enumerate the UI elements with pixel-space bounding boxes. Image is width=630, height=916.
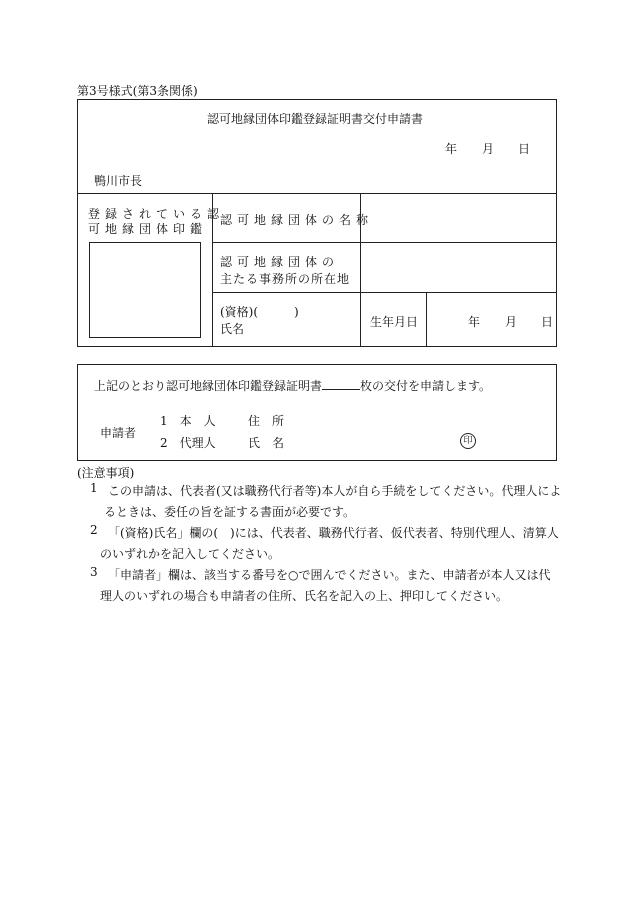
birth-year-label: 年 bbox=[468, 315, 481, 329]
seal-label-line1: 登録されている認 bbox=[88, 207, 225, 221]
seal-mark-icon: 印 bbox=[460, 433, 476, 449]
addressee: 鴨川市長 bbox=[94, 174, 143, 188]
qualification-field[interactable]: (資格)( ) bbox=[220, 305, 299, 319]
office-label-line2: 主たる事務所の所在地 bbox=[220, 272, 351, 286]
applicant-label: 申請者 bbox=[100, 426, 137, 440]
applicant-address-label: 住 所 bbox=[248, 414, 285, 428]
seal-impression-box[interactable] bbox=[89, 242, 201, 338]
note-2-number: 2 bbox=[90, 523, 98, 537]
applicant-option-agent[interactable]: 2 代理人 bbox=[160, 436, 216, 450]
note-1-number: 1 bbox=[90, 481, 98, 495]
org-name-field[interactable] bbox=[362, 195, 556, 241]
office-address-field[interactable] bbox=[362, 244, 556, 291]
note-3-number: 3 bbox=[90, 565, 98, 579]
seal-label-line2: 可地縁団体印鑑 bbox=[88, 222, 208, 236]
grid-divider-top bbox=[77, 193, 557, 194]
note-1-text: この申請は、代表者(又は職務代行者等)本人が自ら手続をしてください。代理人によるときは、委任の旨を証する書面が必要です。 bbox=[104, 484, 562, 519]
note-3-text: 「申請者」欄は、該当する番号を○で囲んでください。また、申請者が本人又は代理人のいずれの場合も申請者の住所、氏名を記入の上、押印してください。 bbox=[100, 568, 551, 603]
applicant-option-self[interactable]: 1 本 人 bbox=[160, 414, 216, 428]
date-year-label: 年 bbox=[445, 142, 458, 156]
birth-date-label: 生年月日 bbox=[370, 315, 419, 329]
grid-divider-h1 bbox=[212, 242, 557, 243]
request-text-post: 枚の交付を申請します。 bbox=[360, 379, 492, 393]
applicant-name-label: 氏 名 bbox=[248, 436, 285, 450]
birth-month-label: 月 bbox=[505, 315, 518, 329]
notes-heading: (注意事項) bbox=[77, 466, 135, 480]
note-2-text: 「(資格)氏名」欄の( )には、代表者、職務代行者、仮代表者、特別代理人、清算人のいずれかを記入してください。 bbox=[100, 526, 559, 561]
grid-divider-v3 bbox=[426, 292, 427, 347]
copies-count-field[interactable] bbox=[322, 378, 360, 390]
grid-divider-h2 bbox=[212, 292, 557, 293]
org-name-label: 認可地縁団体の名称 bbox=[220, 213, 374, 227]
date-day-label: 日 bbox=[518, 142, 531, 156]
name-label: 氏名 bbox=[220, 322, 245, 336]
request-statement bbox=[94, 377, 491, 394]
form-number: 第3号様式(第3条関係) bbox=[77, 84, 198, 98]
request-text-pre: 上記のとおり認可地縁団体印鑑登録証明書 bbox=[94, 379, 323, 393]
birth-day-label: 日 bbox=[541, 315, 554, 329]
date-month-label: 月 bbox=[482, 142, 495, 156]
office-label-line1: 認可地縁団体の bbox=[220, 255, 340, 269]
form-title: 認可地縁団体印鑑登録証明書交付申請書 bbox=[206, 112, 423, 126]
